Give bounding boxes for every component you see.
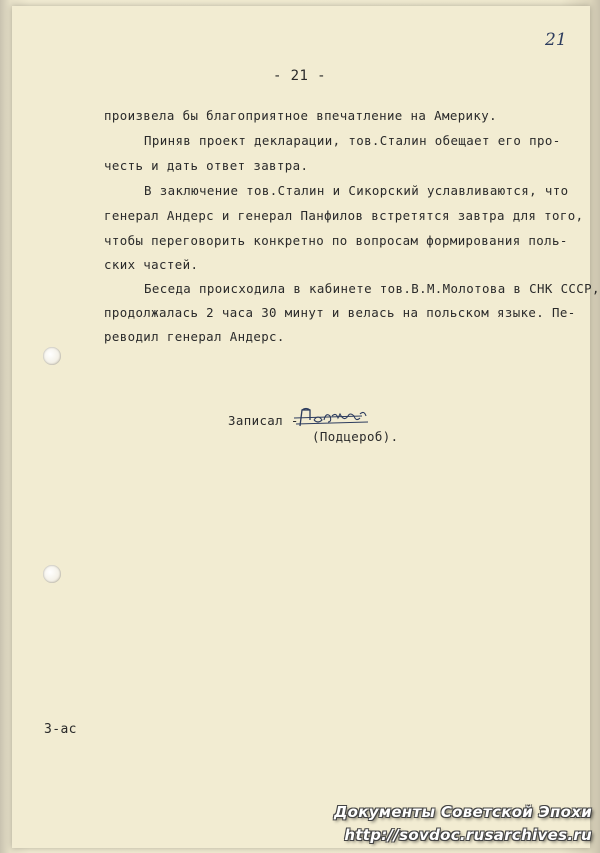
punch-hole-bottom xyxy=(43,565,61,583)
body-line-4: В заключение тов.Сталин и Сикорский уславливаются, что xyxy=(144,183,569,198)
watermark-url: http://sovdoc.rusarchives.ru xyxy=(344,826,592,844)
signer-name: (Подцероб). xyxy=(312,429,399,444)
body-line-7: ских частей. xyxy=(104,257,199,272)
body-line-1: произвела бы благоприятное впечатление на Америку. xyxy=(104,108,497,123)
typist-mark: 3-ас xyxy=(44,722,77,737)
body-line-5: генерал Андерс и генерал Панфилов встретятся завтра для того, xyxy=(104,208,584,223)
punch-hole-top xyxy=(43,347,61,365)
archive-page-number: 21 xyxy=(545,30,567,50)
body-line-2: Приняв проект декларации, тов.Сталин обещает его про- xyxy=(144,133,561,148)
body-line-3: честь и дать ответ завтра. xyxy=(104,158,309,173)
body-line-6: чтобы переговорить конкретно по вопросам формирования поль- xyxy=(104,233,568,248)
body-line-10: реводил генерал Андерс. xyxy=(104,329,285,344)
handwritten-signature xyxy=(292,404,372,430)
body-line-9: продолжалась 2 часа 30 минут и велась на польском языке. Пе- xyxy=(104,305,576,320)
watermark-title: Документы Советской Эпохи xyxy=(333,803,592,821)
recorded-by-label: Записал - xyxy=(228,413,299,428)
body-line-8: Беседа происходила в кабинете тов.В.М.Молотова в СНК СССР, xyxy=(144,281,600,296)
page-number: - 21 - xyxy=(273,68,326,84)
